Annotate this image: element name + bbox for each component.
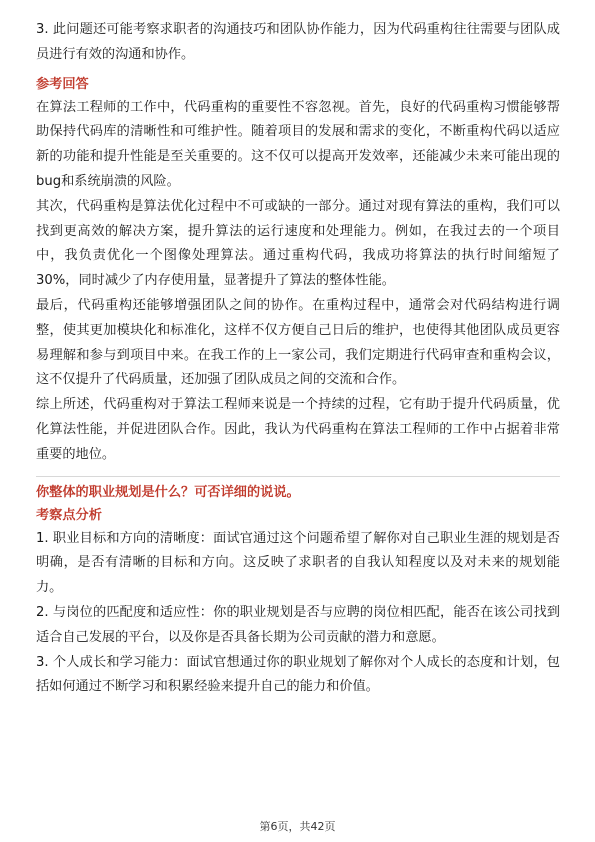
analysis-point-3: 3. 个人成长和学习能力：面试官想通过你的职业规划了解你对个人成长的态度和计划，包括如何通过不断学习和积累经验来提升自己的能力和价值。: [36, 654, 560, 695]
page-number-footer: 第6页，共42页: [259, 820, 336, 833]
analysis-point-1: 1. 职业目标和方向的清晰度：面试官通过这个问题希望了解你对自己职业生涯的规划是否明确，是否有清晰的目标和方向。这反映了求职者的自我认知程度以及对未来的规划能力。: [36, 530, 560, 596]
intro-point-3: 3. 此问题还可能考察求职者的沟通技巧和团队协作能力，因为代码重构往往需要与团队成员进行有效的沟通和协作。: [36, 22, 560, 62]
answer-paragraph-4: 综上所述，代码重构对于算法工程师来说是一个持续的过程，它有助于提升代码质量，优化算法性能，并促进团队合作。因此，我认为代码重构在算法工程师的工作中占据着非常重要的地位。: [36, 397, 560, 462]
section-divider: [36, 476, 560, 477]
answer-paragraph-3: 最后，代码重构还能够增强团队之间的协作。在重构过程中，通常会对代码结构进行调整，使其更加模块化和标准化，这样不仅方便自己日后的维护，也使得其他团队成员更容易理解和参与到项目中来。在我工作的上一家公司，我们定期进行代码审查和重构会议，这不仅提升了代码质量，还加强了团队成员之间的交流和合作。: [36, 297, 560, 388]
answer-paragraph-2: 其次，代码重构是算法优化过程中不可或缺的一部分。通过对现有算法的重构，我们可以找到更高效的解决方案，提升算法的运行速度和处理能力。例如，在我过去的一个项目中，我负责优化一个图像处理算法。通过重构代码，我成功将算法的执行时间缩短了30%，同时减少了内存使用量，显著提升了算法的整体性能。: [36, 198, 560, 289]
document-page: [36, 18, 560, 700]
analysis-point-2: 2. 与岗位的匹配度和适应性：你的职业规划是否与应聘的岗位相匹配，能否在该公司找到适合自己发展的平台，以及你是否具备长期为公司贡献的潜力和意愿。: [36, 604, 560, 645]
analysis-heading: 考察点分析: [36, 507, 102, 523]
answer-paragraph-1: 在算法工程师的工作中，代码重构的重要性不容忽视。首先，良好的代码重构习惯能够帮助保持代码库的清晰性和可维护性。随着项目的发展和需求的变化，不断重构代码以适应新的功能和提升性能是至关重要的。这不仅可以提高开发效率，还能减少未来可能出现的bug和系统崩溃的风险。: [36, 99, 560, 189]
question-title: 你整体的职业规划是什么？可否详细的说说。: [36, 484, 300, 500]
reference-answer-heading: 参考回答: [36, 76, 89, 92]
